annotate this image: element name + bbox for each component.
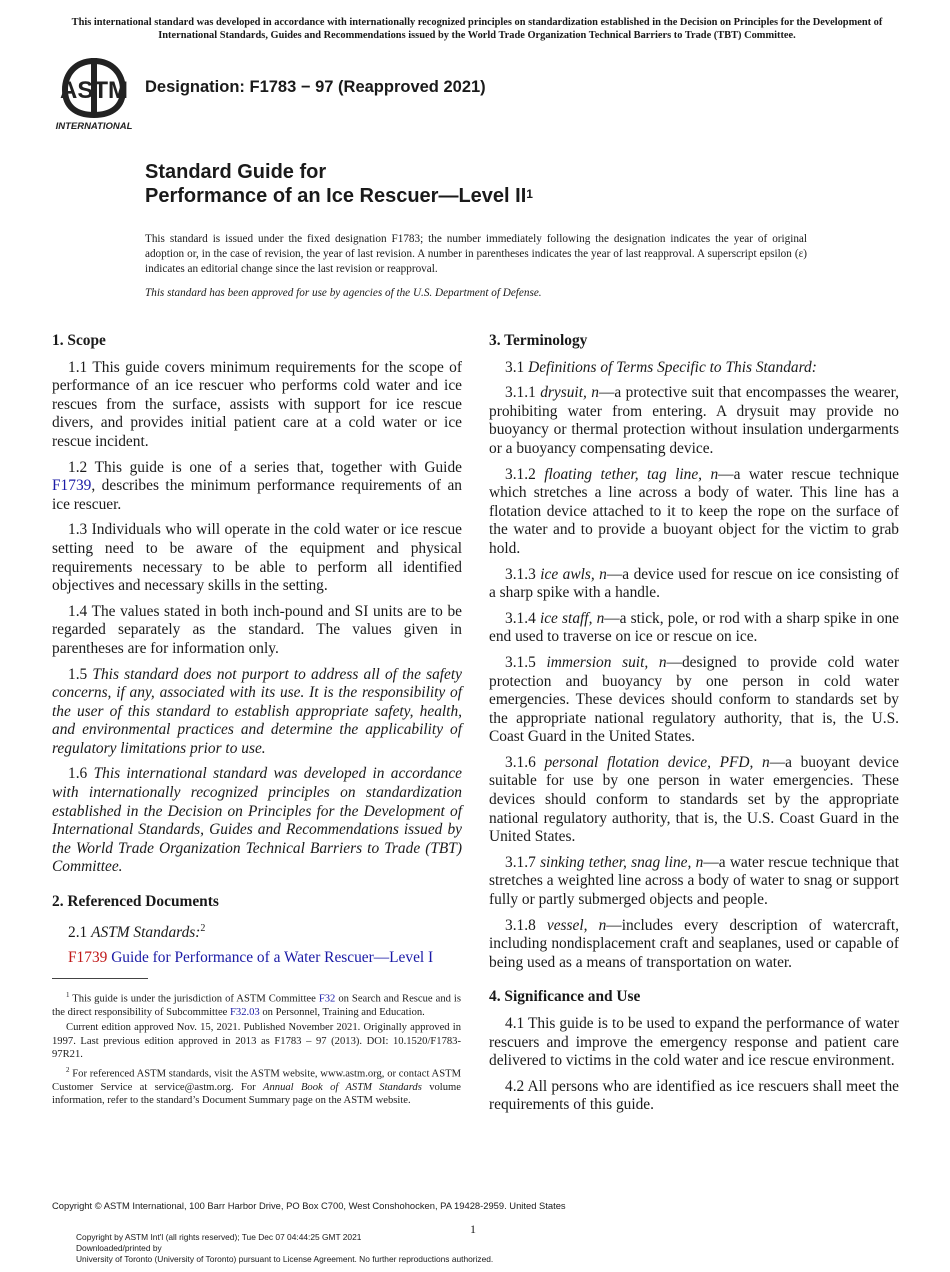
term-ice-awls: 3.1.3 ice awls, n—a device used for rescue on ice consisting of a sharp spike with a handle. (489, 565, 899, 602)
term-ice-staff: 3.1.4 ice staff, n—a stick, pole, or rod with a sharp spike in one end used to traverse on ice or rescue on ice. (489, 609, 899, 646)
terminology-heading: 3. Terminology (489, 332, 588, 349)
title-line-2: Performance of an Ice Rescuer—Level $II^1$ (145, 185, 533, 207)
copyright-line: Copyright © ASTM International, 100 Barr Harbor Drive, PO Box C700, West Conshohocken, PA 19428-2959. United States (52, 1200, 566, 1211)
title-line-1: Standard Guide for (145, 161, 327, 183)
reference-title[interactable]: Guide for Performance of a Water Rescuer—Level I (107, 949, 434, 967)
scope-heading: 1. Scope (52, 332, 106, 349)
terminology-3-1: 3.1 Definitions of Terms Specific to This Standard: (505, 358, 817, 376)
significance-4-1: 4.1 This guide is to be used to expand the performance of water rescuers and improve the emergency response and patient care delivered to victims in the cold water and ice rescue environment. (489, 1015, 899, 1070)
footnote-1-edition: Current edition approved Nov. 15, 2021. Published November 2021. Originally approved in 1997. Last previous edition approved in 2013 as F1783 – 97 (2013). DOI: 10.1520/F1783-97R21. (52, 1022, 461, 1061)
term-floating-tether: 3.1.2 floating tether, tag line, n—a water rescue technique which stretches a line across a body of water. This line has a flotation device attached to it to keep the rope on the surface of the water and to provide a buoyant object for the victim to grab hold. (489, 465, 899, 557)
scope-1-6: 1.6 This international standard was developed in accordance with internationally recognized principles on standardization established in the Decision on Principles for the Development of International Standards, Guides and Recommendations issued by the World Trade Organization Technical Barriers to Trade (TBT) Committee. (52, 765, 462, 876)
referenced-2-1: 2.1 ASTM Standards:$^2$ (68, 922, 206, 941)
term-vessel: 3.1.8 vessel, n—includes every description of watercraft, including nondisplacement craft and seaplanes, used or capable of being used as a means of transportation on water. (489, 916, 899, 971)
scope-1-3: 1.3 Individuals who will operate in the cold water or ice rescue setting need to be aware of the equipment and physical requirements necessary to be able to perform all identified objectives and necessary skills in the setting. (52, 521, 462, 595)
reference-code[interactable]: F1739 (68, 949, 108, 967)
svg-text:INTERNATIONAL: INTERNATIONAL (55, 121, 133, 132)
scope-1-2: 1.2 This guide is one of a series that, together with Guide F1739, describes the minimum performance requirements of an ice rescuer. (52, 458, 462, 513)
left-column (52, 332, 462, 975)
link-f32-03[interactable]: F32.03 (230, 1006, 260, 1018)
right-column (489, 332, 899, 1122)
approval-note: This standard has been approved for use by agencies of the U.S. Department of Defense. (145, 287, 542, 299)
astm-logo (52, 56, 136, 132)
designation: Designation: F1783 − 97 (Reapproved 2021) (145, 78, 486, 96)
page-number: 1 (470, 1222, 476, 1236)
footnote-2: $^2$ For referenced ASTM standards, visit the ASTM website, www.astm.org, or contact ASTM Customer Service at service@astm.org. For Annual Book of ASTM Standards volume information, refer to the standard’s Document Summary page on the ASTM website. (52, 1065, 461, 1106)
page-title (145, 160, 533, 208)
top-notice: This international standard was developed in accordance with internationally recognized principles on standardization established in the Decision on Principles for the Development of International Standards, Guides and Recommendations issued by the World Trade Organization Technical Barriers to Trade (TBT) Committee. (71, 17, 883, 41)
term-sinking-tether: 3.1.7 sinking tether, snag line, n—a water rescue technique that stretches a weighted line across a body of water to snag or support fully or partly submerged objects and people. (489, 853, 900, 909)
reference-f1739[interactable] (52, 949, 462, 968)
footnote-1: $^1$ This guide is under the jurisdiction of ASTM Committee F32 on Search and Rescue and is the direct responsibility of Subcommittee F32.03 on Personnel, Training and Education. (52, 991, 461, 1018)
term-immersion-suit: 3.1.5 immersion suit, n—designed to provide cold water protection and buoyancy by one person in cold water emergencies. These devices should conform to standards set by the appropriate national regulatory authority, that is, the U.S. Coast Guard in the United States. (489, 653, 899, 746)
standard-note: This standard is issued under the fixed designation F1783; the number immediately following the designation indicates the year of original adoption or, in the case of revision, the year of last revision. A number in parentheses indicates the year of last reapproval. A superscript epsilon (ε) indicates an editorial change since the last revision or reapproval. (145, 233, 807, 275)
link-f32[interactable]: F32 (318, 993, 336, 1005)
significance-heading: 4. Significance and Use (489, 988, 641, 1006)
scope-1-1: 1.1 This guide covers minimum requirements for the scope of performance of an ice rescuer who performs cold water and ice rescues from the surface, assists with support for ice rescue divers, and provides initial patient care at a cold water or ice rescue incident. (52, 358, 462, 450)
footnotes (52, 989, 461, 1109)
term-pfd: 3.1.6 personal flotation device, PFD, n—a buoyant device suitable for use by one person in water emergencies. These devices should conform to standards set by the appropriate national regulatory authority, that is, the U.S. Coast Guard in the United States. (489, 753, 899, 846)
referenced-heading: 2. Referenced Documents (52, 893, 219, 911)
link-f1739[interactable]: F1739 (52, 477, 92, 495)
term-drysuit: 3.1.1 drysuit, n—a protective suit that encompasses the wearer, prohibiting water from entering. A drysuit may provide no buoyancy or thermal protection without insulation undergarments or a buoyancy compensating device. (489, 384, 899, 457)
scope-1-5: 1.5 This standard does not purport to address all of the safety concerns, if any, associated with its use. It is the responsibility of the user of this standard to establish appropriate safety, health, and environmental practices and determine the applicability of regulatory limitations prior to use. (52, 665, 462, 757)
significance-4-2: 4.2 All persons who are identified as ice rescuers shall meet the requirements of this guide. (489, 1077, 899, 1114)
svg-text:ASTM: ASTM (60, 77, 128, 104)
title-footnote-mark: 1 (526, 187, 533, 201)
scope-1-4: 1.4 The values stated in both inch-pound and SI units are to be regarded separately as the standard. The values given in parentheses are for information only. (52, 602, 462, 657)
footnote-divider (52, 978, 148, 979)
license-info: Copyright by ASTM Int'l (all rights reserved); Tue Dec 07 04:44:25 GMT 2021 Downloaded/printed by University of Toronto (University of Toronto) pursuant to License Agreement. No further reproductions authorized. (76, 1232, 494, 1264)
